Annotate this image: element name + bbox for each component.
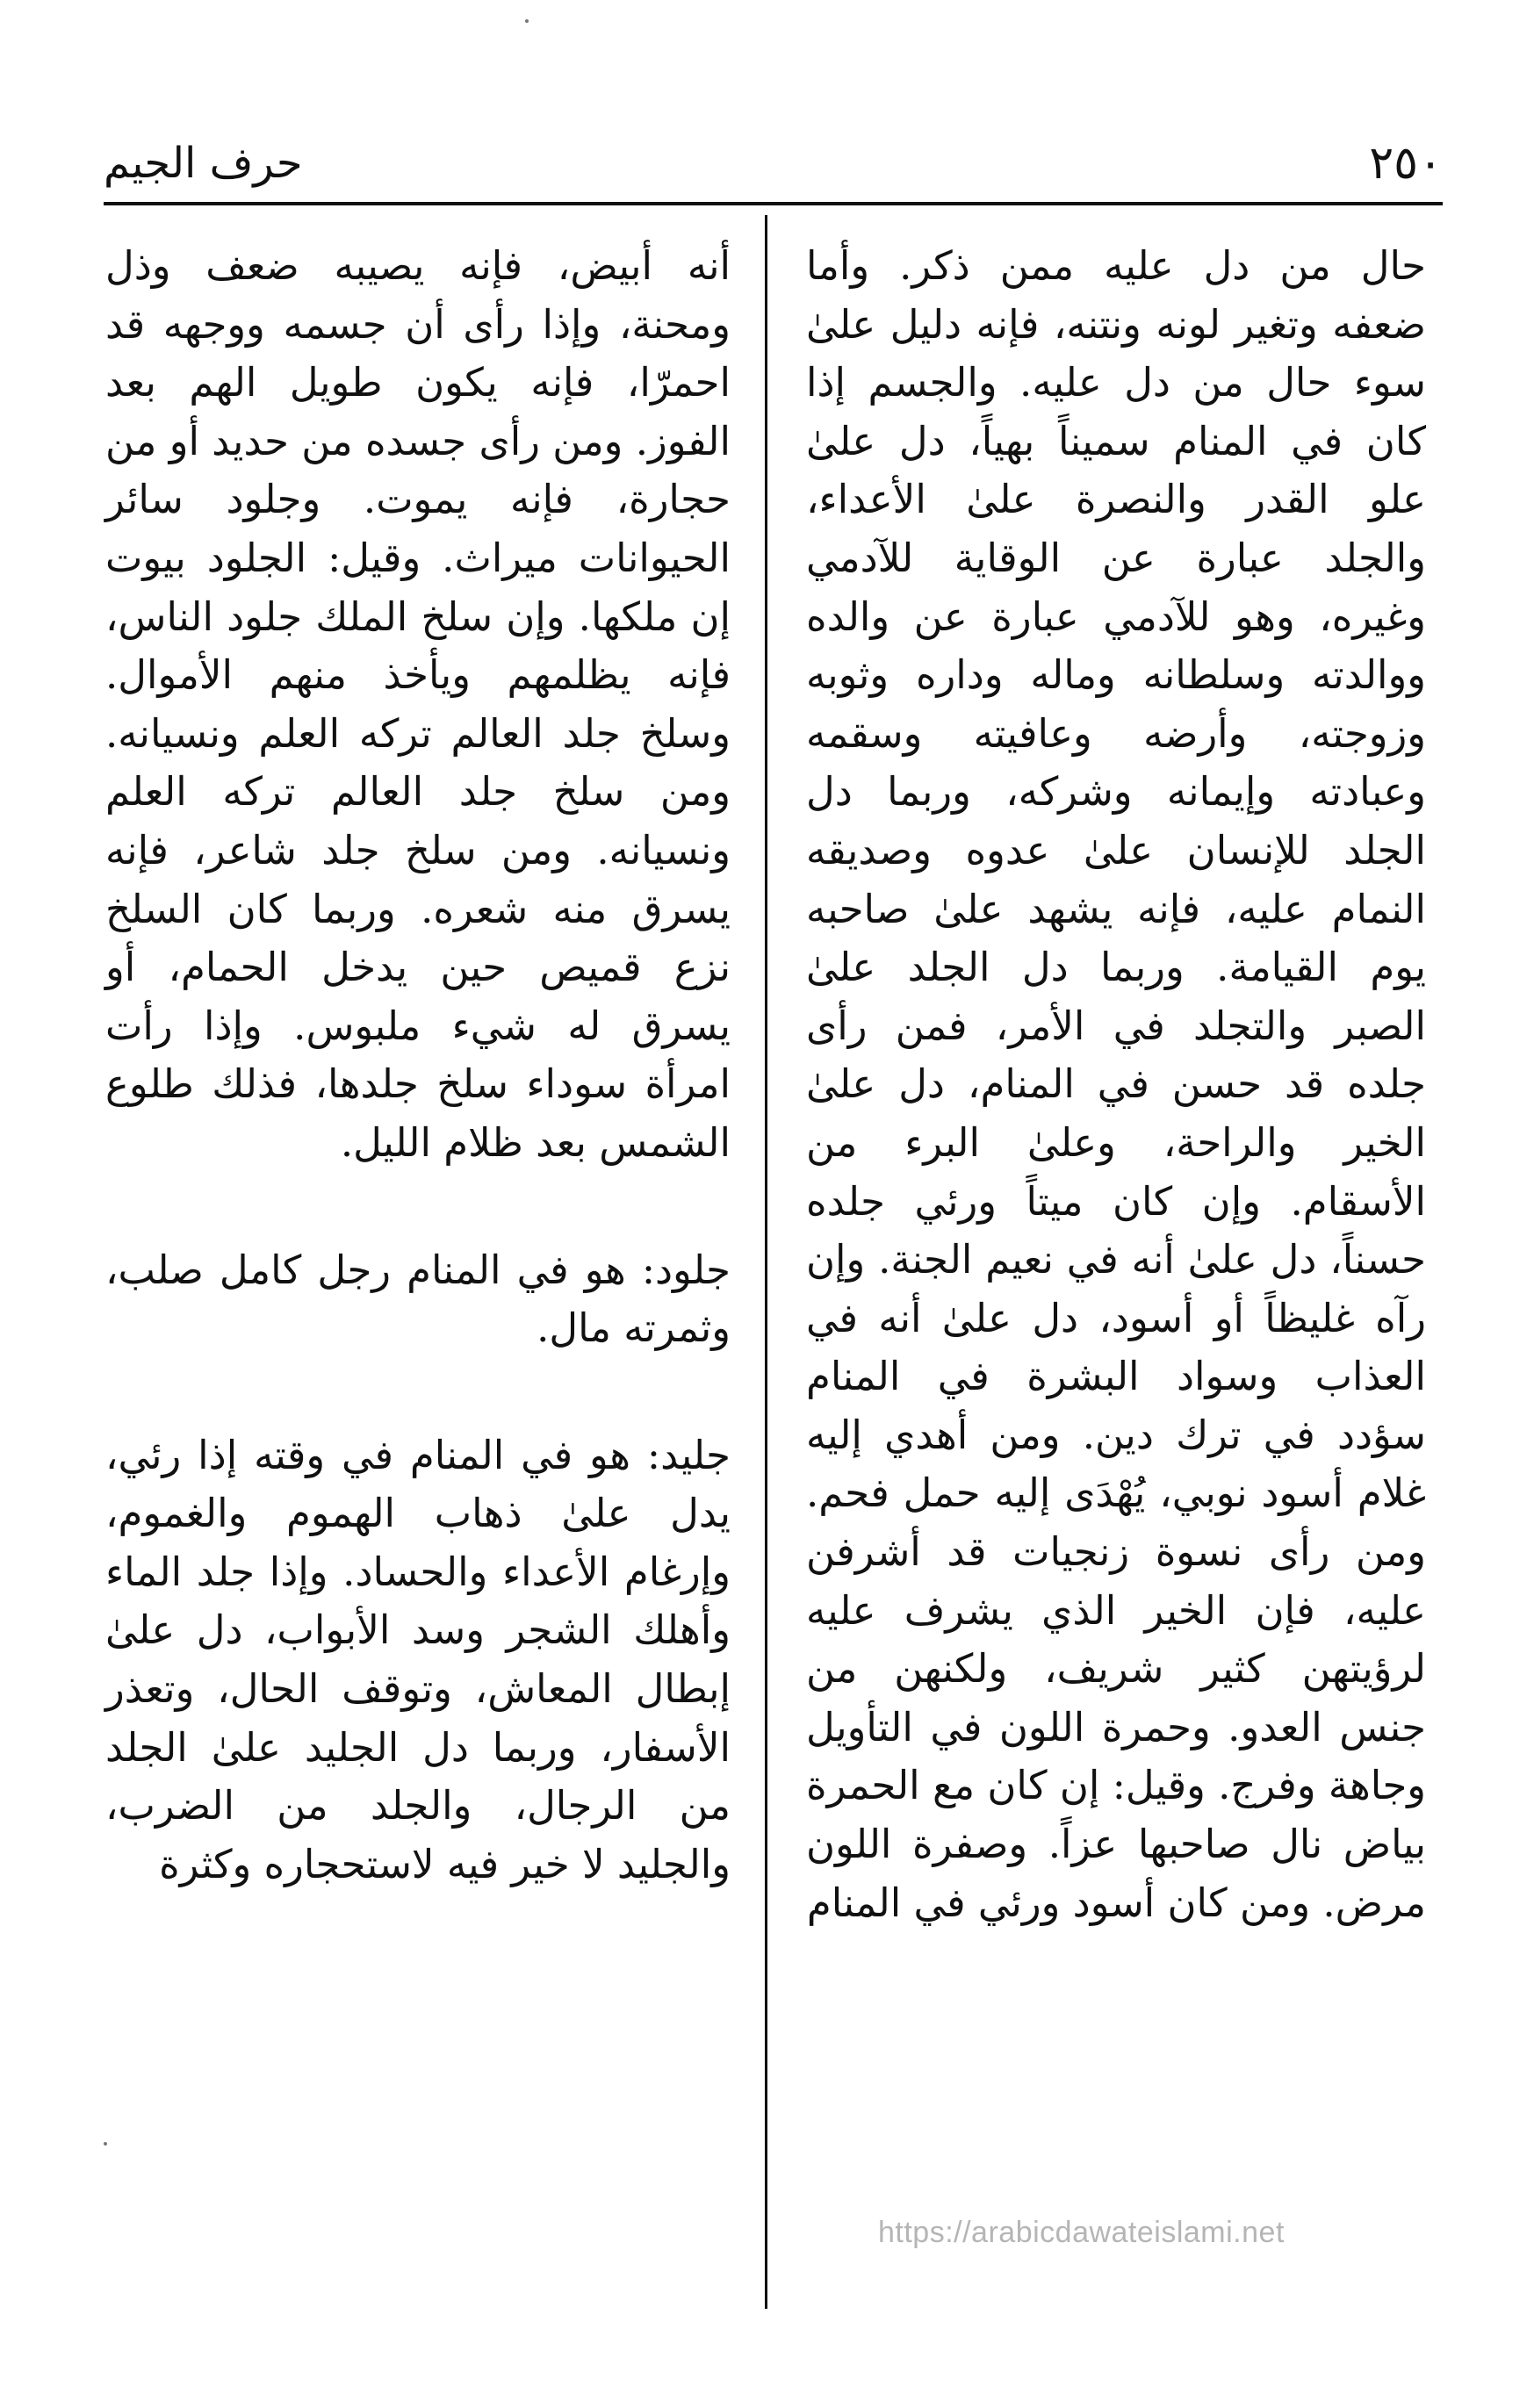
page-number: ٢٥٠ <box>1369 137 1443 190</box>
paragraph: أنه أبيض، فإنه يصيبه ضعف وذل ومحنة، وإذا رأى أن جسمه ووجهه قد احمرّا، فإنه يكون طويل الهم بعد الفوز. ومن رأى جسده من حديد أو من حجارة، فإنه يموت. وجلود سائر الحيوانات ميراث. وقيل: الجلود بيوت إن ملكها. وإن سلخ الملك جلود الناس، فإنه يظلمهم ويأخذ منهم الأموال. وسلخ جلد العالم تركه العلم ونسيانه. ومن سلخ جلد العالم تركه العلم ونسيانه. ومن سلخ جلد شاعر، فإنه يسرق منه شعره. وربما كان السلخ نزع قميص حين يدخل الحمام، أو يسرق له شيء ملبوس. وإذا رأت امرأة سوداء سلخ جلدها، فذلك طلوع الشمس بعد ظلام الليل. <box>105 242 731 1166</box>
watermark: https://arabicdawateislami.net <box>878 2216 1285 2249</box>
header-rule <box>104 202 1443 205</box>
paragraph: حال من دل عليه ممن ذكر. وأما ضعفه وتغير لونه ونتنه، فإنه دليل علىٰ سوء حال من دل عليه. والجسم إذا كان في المنام سميناً بهياً، دل علىٰ علو القدر والنصرة علىٰ الأعداء، والجلد عبارة عن الوقاية للآدمي وغيره، وهو للآدمي عبارة عن والده ووالدته وسلطانه وماله وداره وثوبه وزوجته، وأرضه وعافيته وسقمه وعبادته وإيمانه وشركه، وربما دل الجلد للإنسان علىٰ عدوه وصديقه النمام عليه، فإنه يشهد علىٰ صاحبه يوم القيامة. وربما دل الجلد علىٰ الصبر والتجلد في الأمر، فمن رأى جلده قد حسن في المنام، دل علىٰ الخير والراحة، وعلىٰ البرء من الأسقام. وإن كان ميتاً ورئي جلده حسناً، دل علىٰ أنه في نعيم الجنة. وإن رآه غليظاً أو أسود، دل علىٰ أنه في العذاب وسواد البشرة في المنام سؤدد في ترك دين. ومن أهدي إليه غلام أسود نوبي، يُهْدَى إليه حمل فحم. ومن رأى نسوة زنجيات قد أشرفن عليه، فإن الخير الذي يشرف عليه لرؤيتهن كثير شريف، ولكنهن من جنس العدو. وحمرة اللون في التأويل وجاهة وفرج. وقيل: إن كان مع الحمرة بياض نال صاحبها عزاً. وصفرة اللون مرض. ومن كان أسود ورئي في المنام <box>806 242 1426 1926</box>
scan-speck <box>525 19 529 23</box>
entry-juloud: جلود: هو في المنام رجل كامل صلب، وثمرته مال. <box>105 1246 731 1352</box>
page-header <box>104 132 1443 198</box>
right-column <box>806 237 1426 1932</box>
column-divider <box>765 215 767 2309</box>
running-title: حرف الجيم <box>104 139 303 188</box>
scan-speck <box>104 2142 107 2146</box>
left-column <box>105 237 731 1894</box>
entry-jaleed: جليد: هو في المنام في وقته إذا رئي، يدل علىٰ ذهاب الهموم والغموم، وإرغام الأعداء والحساد. وإذا جلد الماء وأهلك الشجر وسد الأبواب، دل علىٰ إبطال المعاش، وتوقف الحال، وتعذر الأسفار، وربما دل الجليد علىٰ الجلد من الرجال، والجلد من الضرب، والجليد لا خير فيه لاستحجاره وكثرة <box>105 1431 731 1887</box>
